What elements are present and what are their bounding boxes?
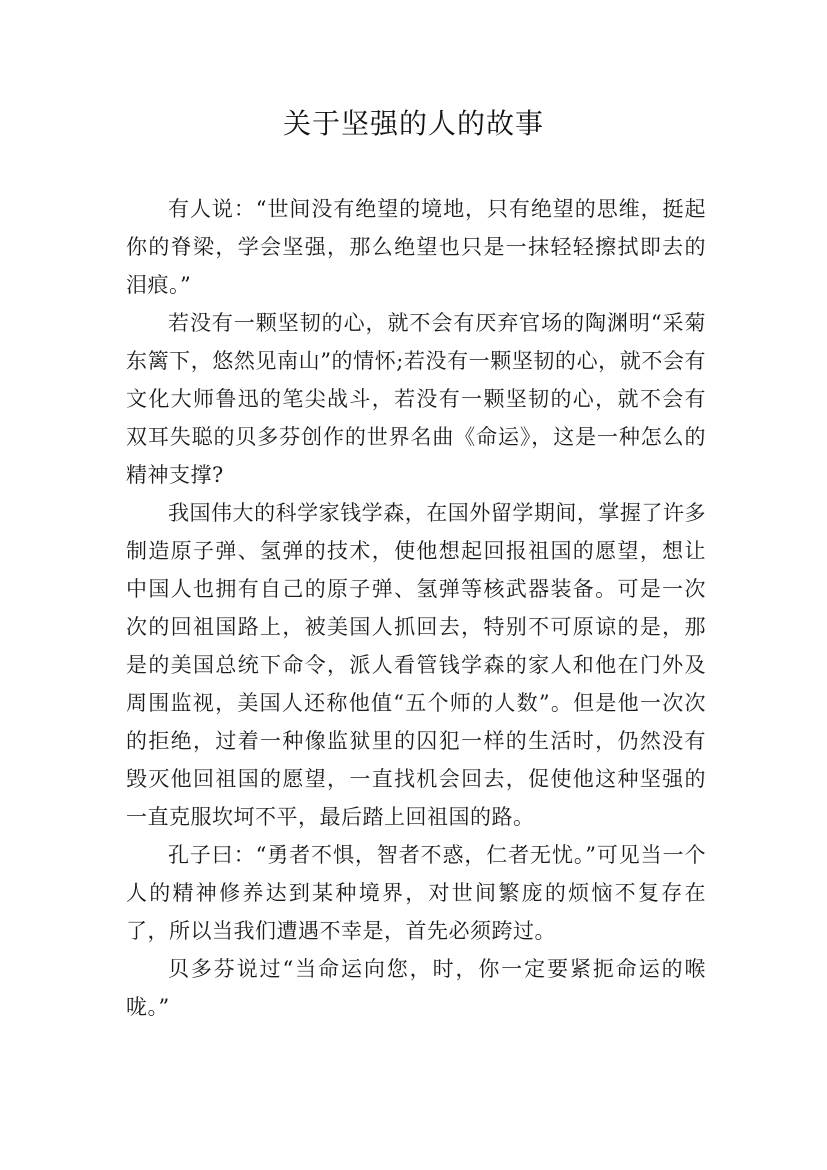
paragraph-1: 有人说：“世间没有绝望的境地，只有绝望的思维，挺起你的脊梁，学会坚强，那么绝望也只是一抹轻轻擦拭即去的泪痕。”: [126, 197, 706, 297]
paragraph-3: 我国伟大的科学家钱学森，在国外留学期间，掌握了许多制造原子弹、氢弹的技术，使他想起回报祖国的愿望，想让中国人也拥有自己的原子弹、氢弹等核武器装备。可是一次次的回祖国路上，被美国人抓回去，特别不可原谅的是，那是的美国总统下命令，派人看管钱学森的家人和他在门外及周围监视，美国人还称他值“五个师的人数”。但是他一次次的拒绝，过着一种像监狱里的囚犯一样的生活时，仍然没有毁灭他回祖国的愿望，一直找机会回去，促使他这种坚强的一直克服坎坷不平，最后踏上回祖国的路。: [126, 501, 706, 829]
paragraph-5: 贝多芬说过“当命运向您，时，你一定要紧扼命运的喉咙。”: [126, 957, 706, 1019]
document-body: [126, 190, 706, 1026]
paragraph-2: 若没有一颗坚韧的心，就不会有厌弃官场的陶渊明“采菊东篱下，悠然见南山”的情怀;若没有一颗坚韧的心，就不会有文化大师鲁迅的笔尖战斗，若没有一颗坚韧的心，就不会有双耳失聪的贝多芬创作的世界名曲《命运》，这是一种怎么的精神支撑?: [126, 311, 706, 487]
paragraph-4: 孔子曰：“勇者不惧，智者不惑，仁者无忧。”可见当一个人的精神修养达到某种境界，对世间繁庞的烦恼不复存在了，所以当我们遭遇不幸是，首先必须跨过。: [126, 843, 706, 943]
document-title: 关于坚强的人的故事: [282, 107, 544, 140]
